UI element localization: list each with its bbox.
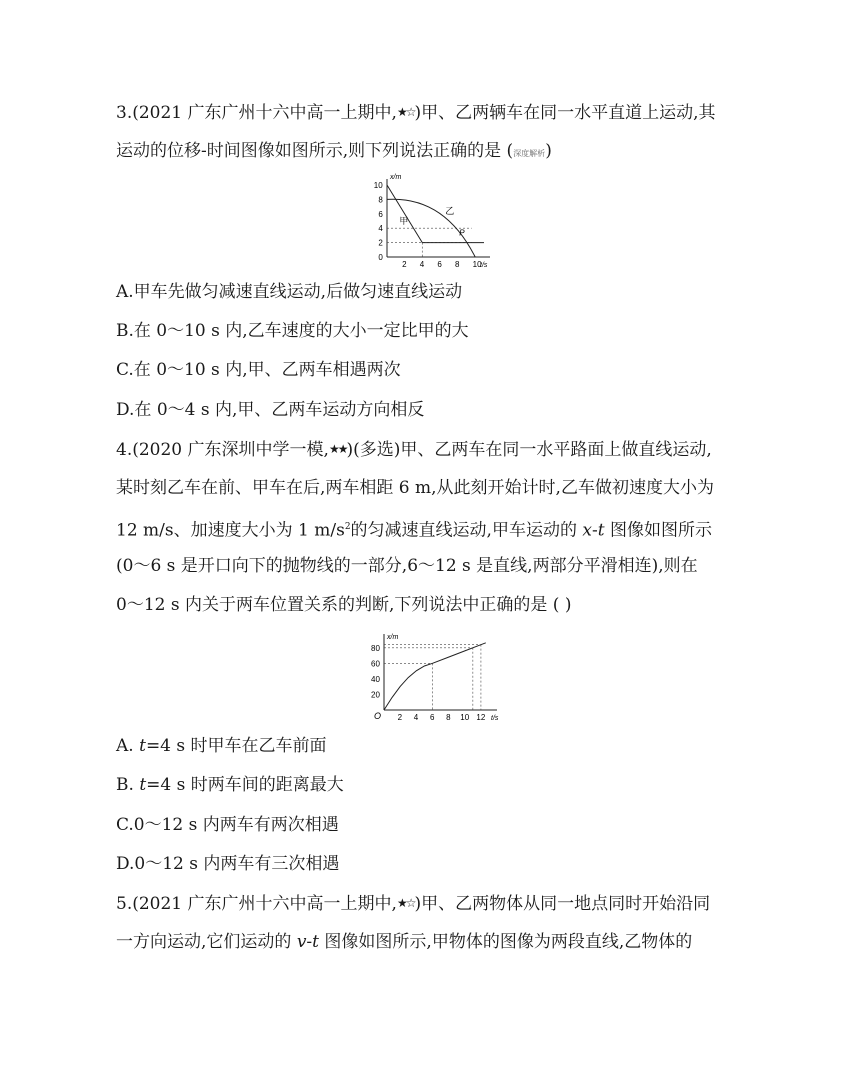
y-tick-label: 0 <box>378 253 383 262</box>
q3-line-1: 3.(2021 广东广州十六中高一上期中,★☆)甲、乙两辆车在同一水平直道上运动,其 <box>116 100 716 125</box>
x-tick-label: 2 <box>402 260 407 269</box>
q3-source: 3.(2021 广东广州十六中高一上期中, <box>116 103 397 123</box>
q3-option-d: D.在 0～4 s 内,甲、乙两车运动方向相反 <box>116 400 425 420</box>
y-tick-label: 80 <box>371 643 380 653</box>
y-axis-label: x/m <box>390 174 402 181</box>
q4-option-c: C.0～12 s 内两车有两次相遇 <box>116 815 339 835</box>
series-line-jia <box>384 643 486 710</box>
x-tick-label: 12 <box>476 713 486 722</box>
difficulty-stars-icon: ★☆ <box>396 896 415 910</box>
x-tick-label: 8 <box>446 713 451 722</box>
y-tick-label: 2 <box>378 238 383 248</box>
x-tick-label: 4 <box>413 713 419 722</box>
q4-line-3: 12 m/s、加速度大小为 1 $m/s^2$的匀减速直线运动,甲车运动的 x-t 图像如图所示 <box>116 520 712 541</box>
x-tick-label: 2 <box>397 713 403 722</box>
x-tick-label: 8 <box>455 260 460 269</box>
q4-line-5: 0～12 s 内关于两车位置关系的判断,下列说法中正确的是 ( ) <box>116 595 572 615</box>
y-tick-label: 20 <box>371 690 380 700</box>
q3-option-c: C.在 0～10 s 内,甲、乙两车相遇两次 <box>116 360 401 380</box>
y-tick-label: 60 <box>371 659 380 669</box>
y-tick-label: 10 <box>373 181 383 190</box>
q3-line-2: 运动的位移-时间图像如图所示,则下列说法正确的是 (深度解析) <box>116 141 552 161</box>
x-tick-label: 10 <box>472 260 482 269</box>
q4-line-4: (0～6 s 是开口向下的抛物线的一部分,6～12 s 是直线,两部分平滑相连),则在 <box>116 556 698 576</box>
q3-xt-graph <box>365 170 495 270</box>
y-tick-label: 4 <box>378 224 383 234</box>
origin-label: O <box>374 711 382 721</box>
q3-option-b: B.在 0～10 s 内,乙车速度的大小一定比甲的大 <box>116 321 469 341</box>
x-tick-label: 4 <box>419 260 425 269</box>
q4-line-2: 某时刻乙车在前、甲车在后,两车相距 6 m,从此刻开始计时,乙车做初速度大小为 <box>116 478 714 498</box>
difficulty-stars-icon: ★☆ <box>396 105 415 119</box>
q4-option-d: D.0～12 s 内两车有三次相遇 <box>116 854 340 874</box>
q4-line-1: 4.(2020 广东深圳中学一模,★★)(多选)甲、乙两车在同一水平路面上做直线运动, <box>116 437 712 462</box>
difficulty-stars-icon: ★★ <box>328 442 347 456</box>
series-line-jia <box>387 185 484 243</box>
point-label-p: P <box>459 228 465 238</box>
q3-option-a: A.甲车先做匀减速直线运动,后做匀速直线运动 <box>116 282 463 302</box>
y-axis-label: x/m <box>387 634 399 641</box>
q4-option-a: A. t=4 s 时甲车在乙车前面 <box>116 736 327 756</box>
x-tick-label: 6 <box>437 260 442 269</box>
series-label-yi: 乙 <box>445 205 455 216</box>
y-tick-label: 6 <box>378 209 383 219</box>
x-tick-label: 6 <box>429 713 435 722</box>
y-tick-label: 40 <box>371 674 380 684</box>
x-tick-label: 10 <box>460 713 470 722</box>
deep-analysis-tag: 深度解析 <box>513 149 546 158</box>
series-label-jia: 甲 <box>399 215 409 226</box>
y-tick-label: 8 <box>378 195 383 205</box>
q5-line-2: 一方向运动,它们运动的 v-t 图像如图所示,甲物体的图像为两段直线,乙物体的 <box>116 932 693 952</box>
q4-xt-graph <box>362 632 507 724</box>
q5-line-1: 5.(2021 广东广州十六中高一上期中,★☆)甲、乙两物体从同一地点同时开始沿同 <box>116 891 710 916</box>
x-axis-label: t/s <box>480 262 488 269</box>
x-axis-label: t/s <box>491 715 499 722</box>
q4-option-b: B. t=4 s 时两车间的距离最大 <box>116 775 344 795</box>
